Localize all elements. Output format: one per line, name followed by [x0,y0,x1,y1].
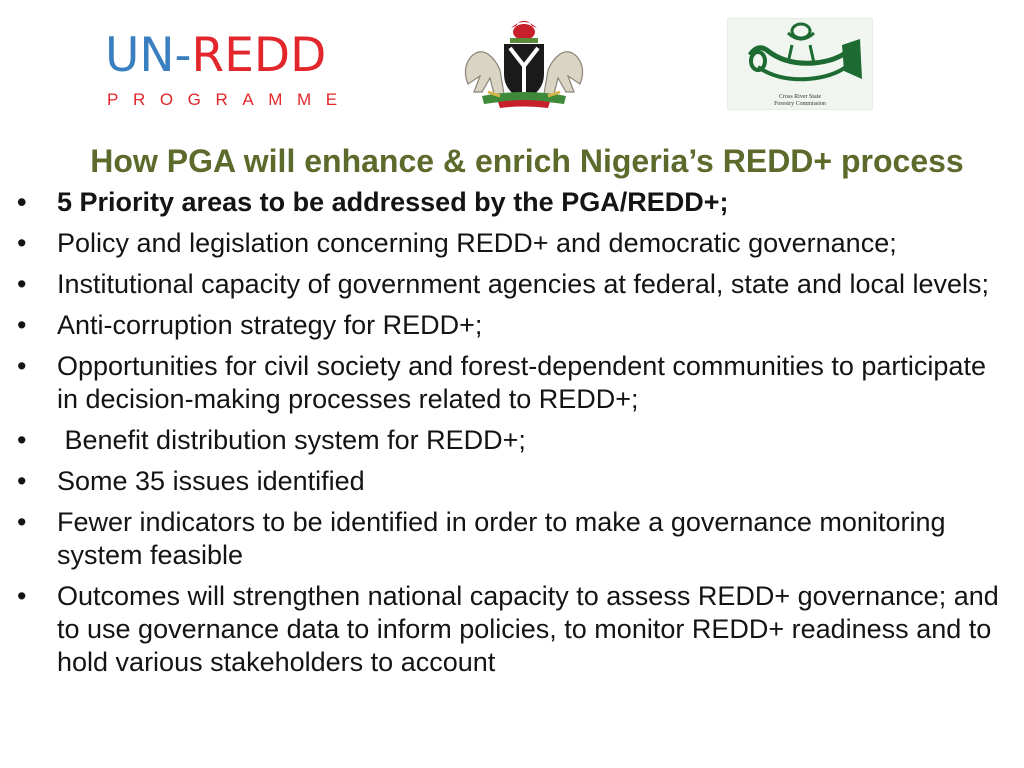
unredd-logo-wordmark [105,30,345,82]
slide-title: How PGA will enhance & enrich Nigeria’s REDD+ process [90,143,964,179]
unredd-logo [105,28,352,114]
bullet-item-anti-corruption: • Anti-corruption strategy for REDD+; [0,309,1024,342]
cross-river-forestry-emblem-icon [727,18,873,110]
unredd-logo-programme: PROGRAMME [107,90,352,109]
unredd-logo-redd: REDD [191,28,327,83]
bullet-item-institutional-capacity: • Institutional capacity of government agencies at federal, state and local levels; [0,268,1024,301]
bullet-item-priority-areas: • 5 Priority areas to be addressed by the PGA/REDD+; [0,186,1024,219]
bullet-item-policy-legislation: • Policy and legislation concerning REDD+ and democratic governance; [0,227,1024,260]
bullet-item-civil-society: • Opportunities for civil society and forest-dependent communities to participate in decision-making processes related to REDD+; [0,350,1024,416]
bullet-list [0,186,1024,687]
bullet-item-issues-identified: • Some 35 issues identified [0,465,1024,498]
crs-caption-line2: Forestry Commission [774,101,826,107]
bullet-item-outcomes: • Outcomes will strengthen national capacity to assess REDD+ governance; and to use governance data to inform policies, to monitor REDD+ readiness and to hold various stakeholders to account [0,580,1024,679]
bullet-item-benefit-distribution: • Benefit distribution system for REDD+; [0,424,1024,457]
bullet-item-fewer-indicators: • Fewer indicators to be identified in order to make a governance monitoring system feasible [0,506,1024,572]
unredd-logo-un: UN- [105,28,192,83]
crs-caption-line1: Cross River State [779,94,821,100]
nigeria-coat-of-arms-icon [448,14,600,110]
